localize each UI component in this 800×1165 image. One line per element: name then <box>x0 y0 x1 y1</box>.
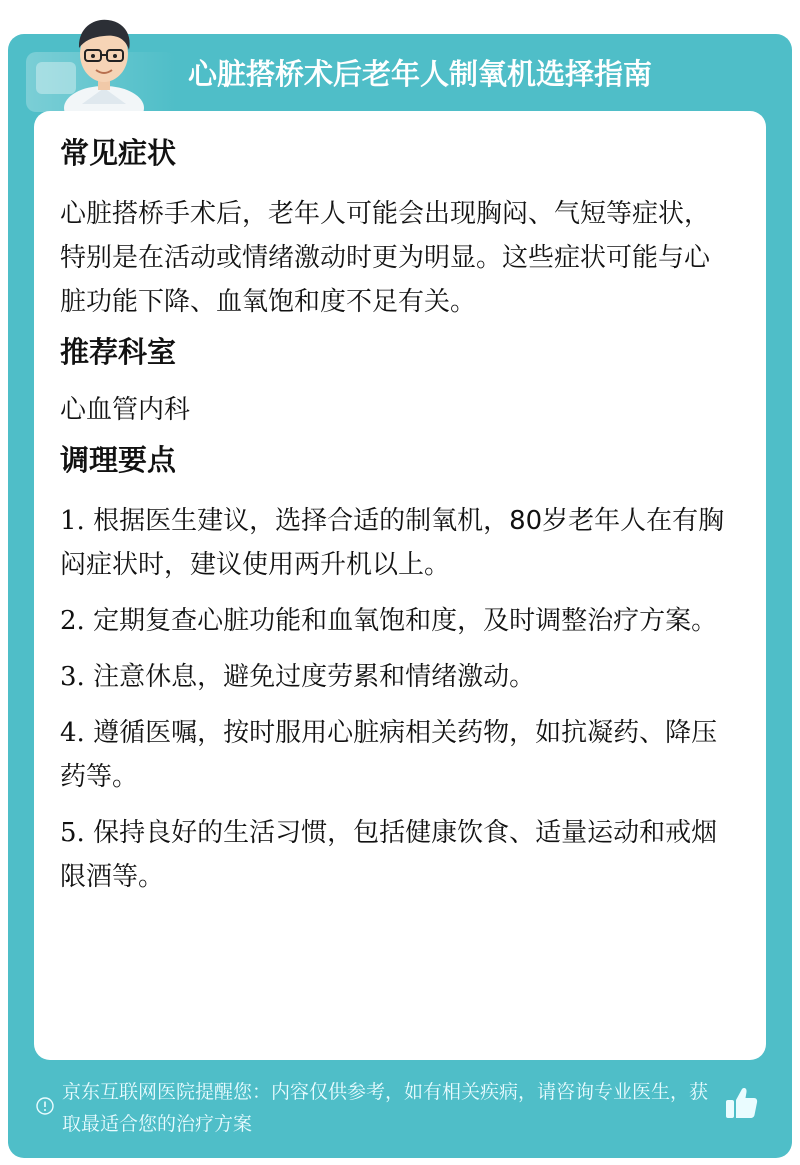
department-text: 心血管内科 <box>60 395 191 426</box>
symptoms-text: 心脏搭桥手术后，老年人可能会出现胸闷、气短等症状，特别是在活动或情绪激动时更为明显。这些症状可能与心脏功能下降、血氧饱和度不足有关。 <box>60 198 711 317</box>
list-item: 5. 保持良好的生活习惯，包括健康饮食、适量运动和戒烟限酒等。 <box>60 817 718 892</box>
care-list <box>60 499 732 899</box>
content <box>60 133 732 911</box>
thumbs-up-icon[interactable] <box>722 1084 760 1122</box>
section-heading-department: 推荐科室 <box>60 334 177 369</box>
list-item: 1. 根据医生建议，选择合适的制氧机，80岁老年人在有胸闷症状时，建议使用两升机以上。 <box>60 505 725 580</box>
footer-disclaimer: 京东互联网医院提醒您：内容仅供参考，如有相关疾病，请咨询专业医生，获取最适合您的治疗方案 <box>62 1081 709 1135</box>
page-title: 心脏搭桥术后老年人制氧机选择指南 <box>187 57 652 91</box>
section-heading-symptoms: 常见症状 <box>60 136 177 170</box>
header <box>8 34 792 110</box>
content-card <box>34 111 766 1060</box>
section-heading-care: 调理要点 <box>60 443 177 478</box>
list-item: 2. 定期复查心脏功能和血氧饱和度，及时调整治疗方案。 <box>60 605 718 636</box>
info-icon <box>36 1097 54 1115</box>
list-item: 4. 遵循医嘱，按时服用心脏病相关药物，如抗凝药、降压药等。 <box>60 717 718 792</box>
list-item: 3. 注意休息，避免过度劳累和情绪激动。 <box>60 661 536 692</box>
